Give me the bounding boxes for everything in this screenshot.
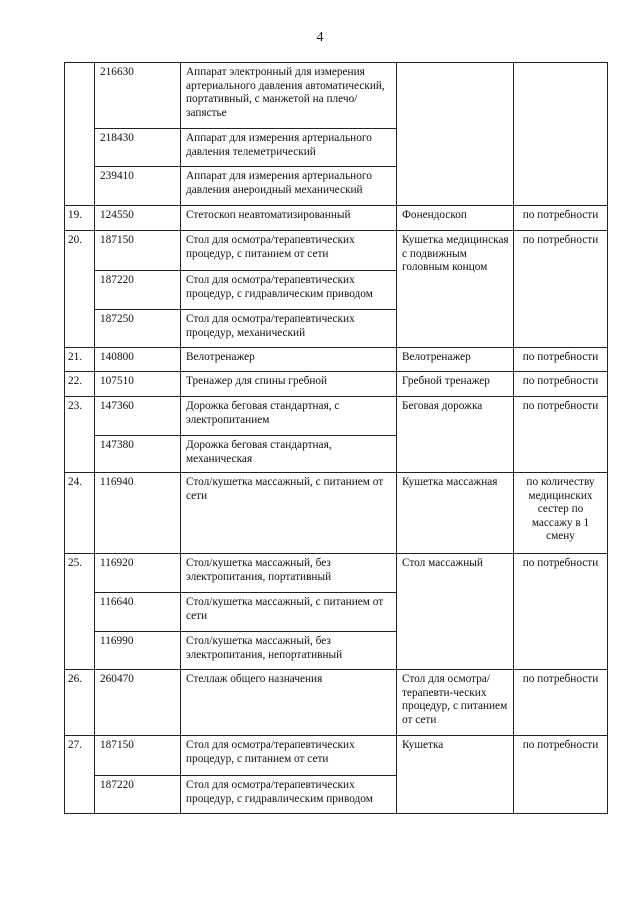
item-code: 116990: [95, 632, 181, 670]
item-name: Стол/кушетка массажный, с питанием от сети: [181, 473, 397, 554]
required-quantity: по потребности: [514, 670, 608, 736]
item-name: Велотренажер: [181, 348, 397, 372]
item-name: Стетоскоп неавтоматизированный: [181, 206, 397, 231]
equipment-name: Гребной тренажер: [397, 372, 514, 397]
equipment-name: Фонендоскоп: [397, 206, 514, 231]
item-name: Аппарат для измерения артериального давления анероидный механический: [181, 167, 397, 206]
table-row: [65, 397, 608, 436]
equipment-name: Кушетка массажная: [397, 473, 514, 554]
item-code: 116640: [95, 593, 181, 632]
equipment-name: Стол массажный: [397, 554, 514, 670]
table-row: [65, 554, 608, 593]
item-code: 107510: [95, 372, 181, 397]
item-name: Стол для осмотра/терапевтических процедур, с питанием от сети: [181, 231, 397, 271]
item-code: 239410: [95, 167, 181, 206]
item-name: Аппарат электронный для измерения артериального давления автоматический, портативный, с манжетой на плечо/запястье: [181, 63, 397, 129]
item-name: Стол/кушетка массажный, без электропитания, портативный: [181, 554, 397, 593]
item-name: Дорожка беговая стандартная, механическая: [181, 436, 397, 473]
row-number: 21.: [65, 348, 95, 372]
equipment-name: [397, 63, 514, 206]
item-name: Стол/кушетка массажный, без электропитания, непортативный: [181, 632, 397, 670]
table-row: [65, 473, 608, 554]
required-quantity: по потребности: [514, 372, 608, 397]
table-row: [65, 670, 608, 736]
equipment-table: [64, 62, 608, 814]
required-quantity: по потребности: [514, 554, 608, 670]
item-code: 116940: [95, 473, 181, 554]
row-number: 26.: [65, 670, 95, 736]
item-code: 187250: [95, 310, 181, 348]
item-code: 116920: [95, 554, 181, 593]
required-quantity: [514, 63, 608, 206]
equipment-name: Беговая дорожка: [397, 397, 514, 473]
item-name: Стол/кушетка массажный, с питанием от сети: [181, 593, 397, 632]
equipment-name: Кушетка медицинская с подвижным головным концом: [397, 231, 514, 348]
item-code: 140800: [95, 348, 181, 372]
row-number: 25.: [65, 554, 95, 670]
required-quantity: по потребности: [514, 397, 608, 473]
row-number: 19.: [65, 206, 95, 231]
required-quantity: по потребности: [514, 231, 608, 348]
table-row: [65, 231, 608, 271]
item-code: 187150: [95, 736, 181, 776]
row-number: 20.: [65, 231, 95, 348]
item-name: Стол для осмотра/терапевтических процедур, с гидравлическим приводом: [181, 271, 397, 310]
table-row: [65, 736, 608, 776]
required-quantity: по потребности: [514, 736, 608, 814]
item-name: Тренажер для спины гребной: [181, 372, 397, 397]
item-code: 187150: [95, 231, 181, 271]
row-number: 27.: [65, 736, 95, 814]
page-number: 4: [316, 30, 324, 45]
equipment-name: Стол для осмотра/терапевти-ческих процедур, с питанием от сети: [397, 670, 514, 736]
row-number: 23.: [65, 397, 95, 473]
row-number: 24.: [65, 473, 95, 554]
item-name: Дорожка беговая стандартная, с электропитанием: [181, 397, 397, 436]
item-name: Стол для осмотра/терапевтических процедур, с питанием от сети: [181, 736, 397, 776]
required-quantity: по потребности: [514, 206, 608, 231]
table-row: [65, 63, 608, 129]
item-code: 147360: [95, 397, 181, 436]
table-row: [65, 348, 608, 372]
item-name: Стеллаж общего назначения: [181, 670, 397, 736]
equipment-name: Велотренажер: [397, 348, 514, 372]
row-number: [65, 63, 95, 206]
required-quantity: по количеству медицинских сестер по массажу в 1 смену: [514, 473, 608, 554]
item-code: 187220: [95, 776, 181, 814]
equipment-name: Кушетка: [397, 736, 514, 814]
table-row: [65, 206, 608, 231]
required-quantity: по потребности: [514, 348, 608, 372]
item-code: 216630: [95, 63, 181, 129]
table-row: [65, 372, 608, 397]
item-code: 124550: [95, 206, 181, 231]
item-code: 260470: [95, 670, 181, 736]
item-code: 218430: [95, 129, 181, 167]
item-code: 147380: [95, 436, 181, 473]
item-code: 187220: [95, 271, 181, 310]
row-number: 22.: [65, 372, 95, 397]
item-name: Аппарат для измерения артериального давления телеметрический: [181, 129, 397, 167]
item-name: Стол для осмотра/терапевтических процедур, механический: [181, 310, 397, 348]
item-name: Стол для осмотра/терапевтических процедур, с гидравлическим приводом: [181, 776, 397, 814]
